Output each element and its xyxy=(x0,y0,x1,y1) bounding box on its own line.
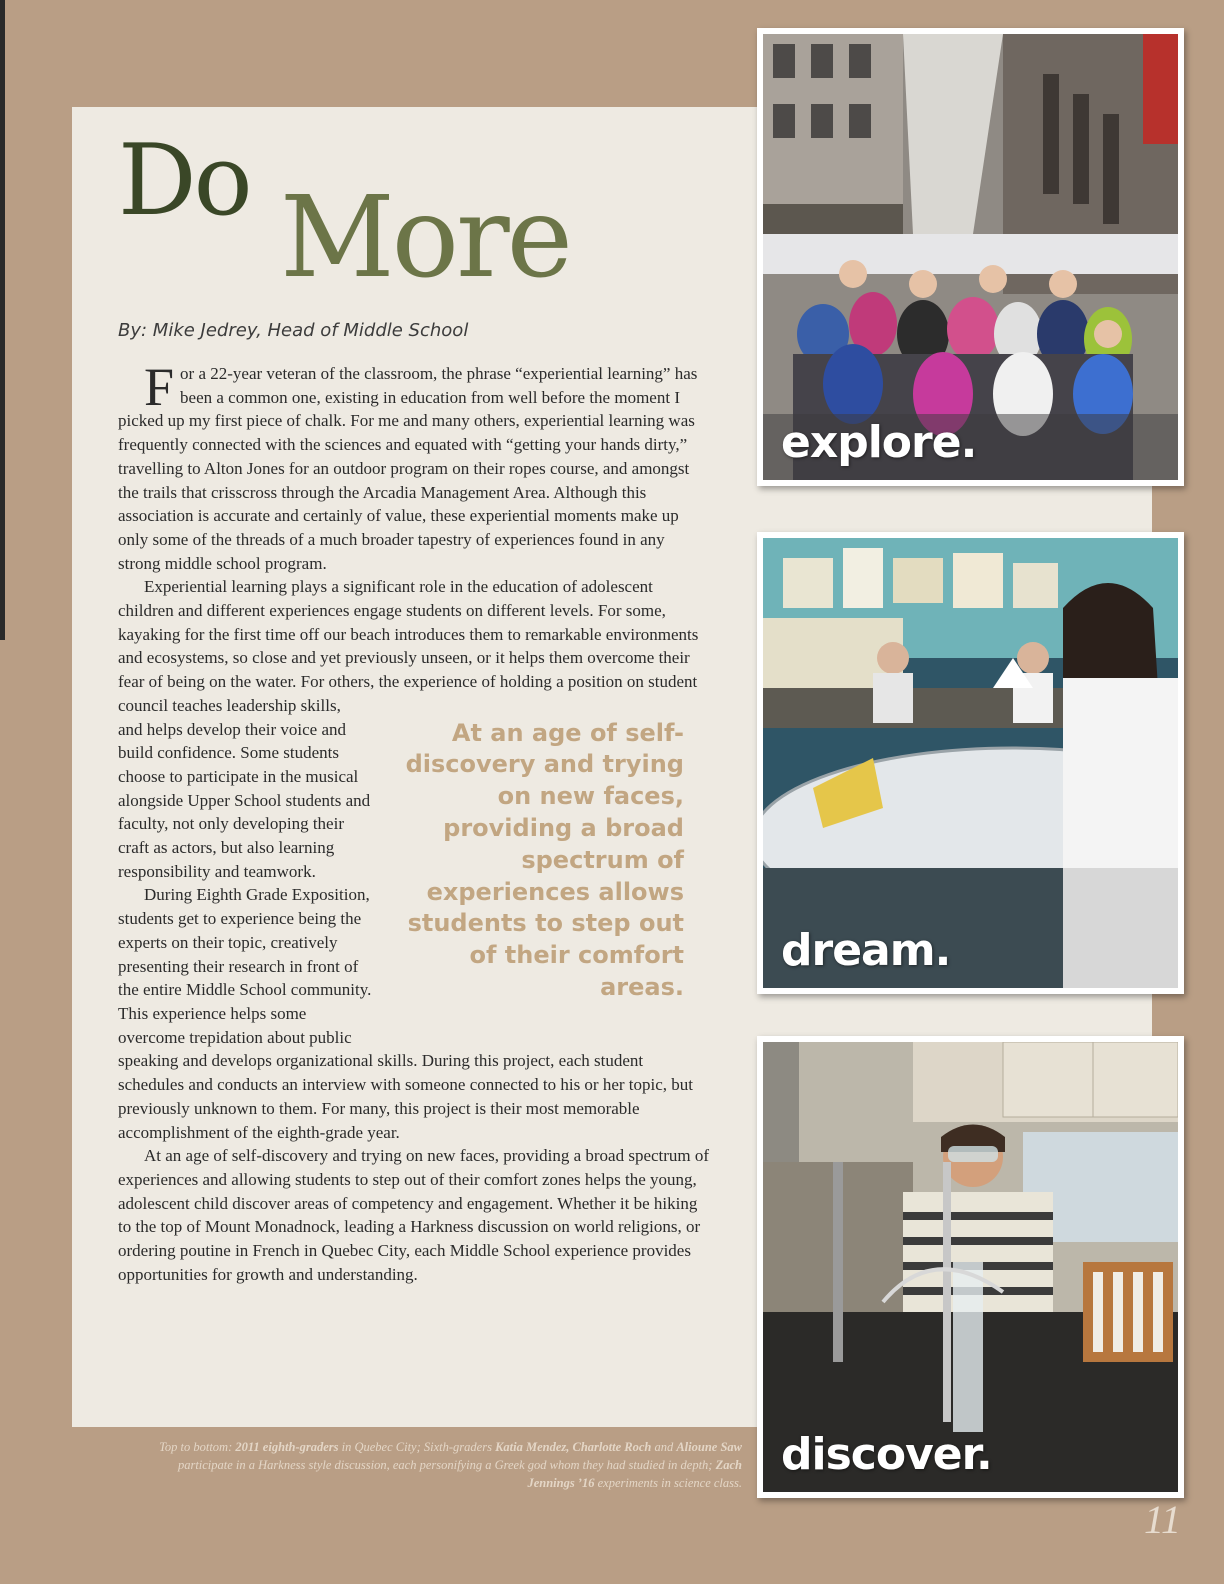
caption-name-4: Zach Jennings ’16 xyxy=(527,1458,742,1490)
caption-text-5: experiments in science class. xyxy=(594,1476,742,1490)
caption-text-4: participate in a Harkness style discussion, each personifying a Greek god whom they had studied in depth; xyxy=(177,1458,716,1472)
caption-text-1: Top to bottom: xyxy=(159,1440,236,1454)
pull-quote-box xyxy=(384,718,684,1032)
caption-name-2: Katia Mendez, Charlotte Roch xyxy=(495,1440,652,1454)
photo-harkness-discussion-image xyxy=(763,538,1178,988)
caption-name-3: Alioune Saw xyxy=(676,1440,742,1454)
paragraph-4: At an age of self-discovery and trying on new faces, providing a broad spectrum of experiences and allowing students to step out of their comfort zones helps the young, adolescent child discover areas of competency and engagement. Whether it be hiking to the top of Mount Monadnock, leading a Harkness discussion on world religions, or ordering poutine in French in Quebec City, each Middle School experience provides opportunities for growth and understanding. xyxy=(118,1146,710,1284)
photo-label-dream: dream. xyxy=(781,925,951,976)
drop-cap: F xyxy=(144,357,175,417)
street-scene-illustration xyxy=(763,34,1178,480)
paragraph-1 xyxy=(118,357,710,575)
photo-label-explore: explore. xyxy=(781,417,977,468)
photo-quebec-city xyxy=(757,28,1184,486)
paragraph-3: During Eighth Grade Exposition, students get to experience being the experts on their topic, creatively presenting their research in front of the entire Middle School community. This experience helps some overcome trepidation about public speaking and develops organizational skills. During this project, each student schedules and conducts an interview with someone connected to his or her topic, but previously unknown to them. For many, this project is their most memorable accomplishment of the eighth-grade year. xyxy=(118,885,694,1142)
article-body xyxy=(118,357,710,1286)
photo-quebec-city-image xyxy=(763,34,1178,480)
photo-harkness-discussion xyxy=(757,532,1184,994)
paragraph-2-start: Experiential learning plays a significant role in the education of adolescent children and different experiences engage students on different levels. For some, kayaking for the first time off our beach introduces them to remarkable environments and ecosystems, so close and yet previously unseen, or it helps them overcome their fear of being on the water. For others, the experience of holding a position on student council teaches leadership skills, xyxy=(118,577,699,715)
title-word-do: Do xyxy=(118,124,250,238)
photo-label-discover: discover. xyxy=(781,1429,992,1480)
pull-quote: At an age of self-discovery and trying on new faces, providing a broad spectrum of experiences allows students to step out of their comfort areas. xyxy=(405,718,684,1001)
left-edge-bar xyxy=(0,0,5,640)
paragraph-2-continued: and helps develop their voice and build confidence. Some students choose to participate in the musical alongside Upper School students and faculty, not only developing their craft as actors, but also learning responsibility and teamwork. xyxy=(118,719,371,881)
photo-science-class-image xyxy=(763,1042,1178,1492)
caption-name-1: 2011 eighth-graders xyxy=(235,1440,339,1454)
caption-text-2: in Quebec City; Sixth-graders xyxy=(338,1440,496,1454)
page-number: 11 xyxy=(1144,1497,1182,1542)
caption-text-3: and xyxy=(651,1440,677,1454)
title-word-more: More xyxy=(280,173,570,303)
photo-science-class xyxy=(757,1036,1184,1498)
photo-caption xyxy=(150,1438,742,1492)
byline: By: Mike Jedrey, Head of Middle School xyxy=(118,320,469,341)
lab-scene-illustration xyxy=(763,1042,1178,1492)
classroom-scene-illustration xyxy=(763,538,1178,988)
paragraph-1-text: or a 22-year veteran of the classroom, the phrase “experiential learning” has been a common one, existing in education from well before the moment I picked up my first piece of chalk. For me and many others, experiential learning was frequently connected with the sciences and equated with “getting your hands dirty,” travelling to Alton Jones for an outdoor program on their ropes course, and amongst the trails that crisscross through the Arcadia Management Area. Although this association is accurate and certainly of value, these experiential moments make up only some of the threads of a much broader tapestry of experiences found in any strong middle school program. xyxy=(118,364,698,573)
